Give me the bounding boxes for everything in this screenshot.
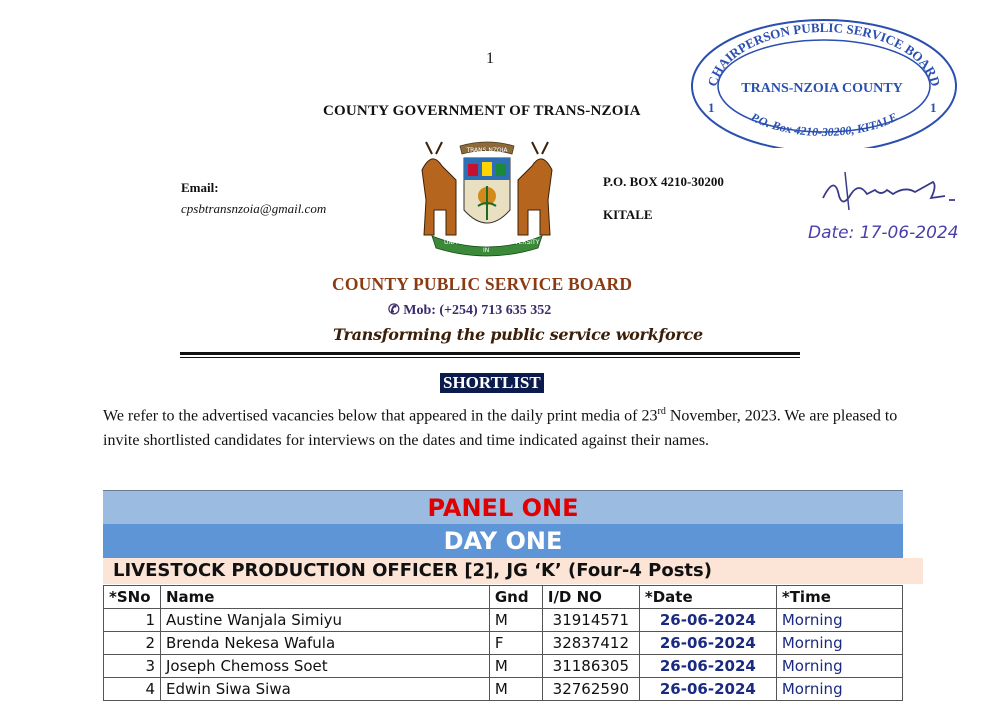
column-header-gender: Gnd (489, 586, 542, 609)
cell-name: Joseph Chemoss Soet (161, 655, 490, 678)
email-address: cpsbtransnzoia@gmail.com (181, 201, 327, 216)
email-label: Email: (181, 180, 219, 195)
post-title: LIVESTOCK PRODUCTION OFFICER [2], JG ‘K’ (Four-4 Posts) (103, 558, 923, 584)
column-header-name: Name (161, 586, 490, 609)
svg-text:P.O. Box 4210-30200, KITALE (748, 110, 899, 139)
cell-date: 26-06-2024 (639, 632, 776, 655)
intro-text-part2: November, 2023. We are pleased to invite shortlisted candidates for interviews on the dates and time indicated against their names. (103, 407, 898, 450)
page-number: 1 (486, 50, 494, 67)
panel-heading: PANEL ONE (103, 490, 903, 525)
crest-motto-unity: UNITY (444, 239, 462, 246)
cell-time: Morning (776, 632, 902, 655)
cell-gender: M (489, 678, 542, 701)
day-heading: DAY ONE (103, 524, 903, 558)
cell-gender: M (489, 609, 542, 632)
cell-time: Morning (776, 678, 902, 701)
header-divider-thin (180, 357, 800, 358)
cell-sno: 1 (104, 609, 161, 632)
stamp-bottom-text: P.O. Box 4210-30200, KITALE (748, 109, 900, 140)
column-header-time: *Time (776, 586, 902, 609)
cell-sno: 2 (104, 632, 161, 655)
table-row (104, 632, 903, 655)
board-name: COUNTY PUBLIC SERVICE BOARD (332, 274, 633, 294)
column-header-idno: I/D NO (542, 586, 639, 609)
intro-superscript: rd (657, 406, 666, 417)
stamp-date: Date: 17-06-2024 (808, 223, 959, 243)
column-header-sno: *SNo (104, 586, 161, 609)
cell-name: Brenda Nekesa Wafula (161, 632, 490, 655)
cell-idno: 31914571 (542, 609, 639, 632)
cell-date: 26-06-2024 (639, 678, 776, 701)
county-crest-logo (412, 140, 562, 258)
stamp-left-number: 1 (708, 100, 715, 115)
cell-idno: 32762590 (542, 678, 639, 701)
header-divider-thick (180, 352, 800, 355)
cell-idno: 31186305 (542, 655, 639, 678)
town: KITALE (603, 207, 653, 222)
crest-top-text: TRANS NZOIA (466, 147, 508, 154)
cell-sno: 4 (104, 678, 161, 701)
cell-name: Edwin Siwa Siwa (161, 678, 490, 701)
handwritten-signature (815, 164, 965, 216)
cell-time: Morning (776, 609, 902, 632)
cell-date: 26-06-2024 (639, 609, 776, 632)
po-box: P.O. BOX 4210-30200 (603, 174, 724, 189)
table-row (104, 678, 903, 701)
cell-sno: 3 (104, 655, 161, 678)
svg-text:CHAIRPERSON PUBLIC SERVICE BOA (704, 20, 943, 88)
cell-gender: F (489, 632, 542, 655)
document-title: SHORTLIST (440, 373, 544, 393)
stamp-right-number: 1 (930, 100, 937, 115)
cell-gender: M (489, 655, 542, 678)
organization-name: COUNTY GOVERNMENT OF TRANS-NZOIA (323, 103, 641, 119)
intro-paragraph (103, 399, 903, 453)
table-row (104, 655, 903, 678)
cell-name: Austine Wanjala Simiyu (161, 609, 490, 632)
candidates-table (103, 585, 903, 701)
stamp-center-text: TRANS-NZOIA COUNTY (741, 81, 903, 96)
board-motto: Transforming the public service workforce (333, 325, 703, 344)
cell-date: 26-06-2024 (639, 655, 776, 678)
stamp-outer-text: CHAIRPERSON PUBLIC SERVICE BOARD (704, 19, 944, 88)
mobile-number: ✆ Mob: (+254) 713 635 352 (388, 303, 552, 318)
cell-time: Morning (776, 655, 902, 678)
crest-motto-in: IN (483, 247, 490, 254)
table-row (104, 609, 903, 632)
table-header-row (104, 586, 903, 609)
intro-text-part1: We refer to the advertised vacancies below that appeared in the daily print media of 23 (103, 407, 658, 425)
column-header-date: *Date (639, 586, 776, 609)
crest-motto-diversity: DIVERSITY (508, 239, 540, 246)
cell-idno: 32837412 (542, 632, 639, 655)
official-stamp (688, 8, 958, 148)
